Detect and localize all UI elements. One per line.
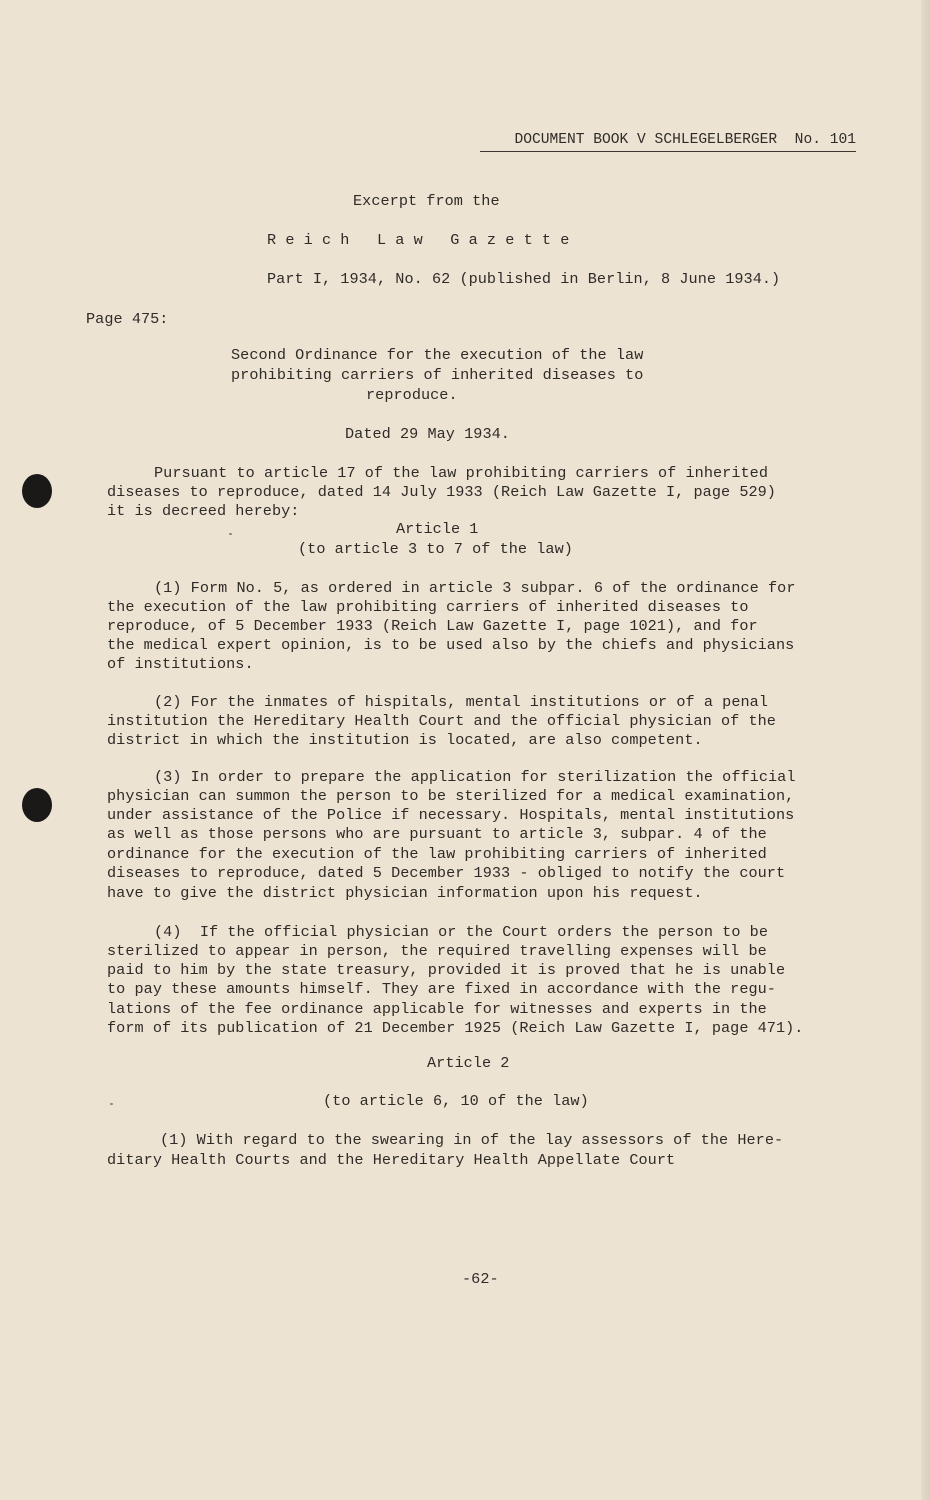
page-reference: Page 475:: [86, 310, 169, 328]
paragraph-5-line: (1) With regard to the swearing in of the lay assessors of the Here-: [160, 1131, 784, 1149]
paragraph-3-line: physician can summon the person to be sterilized for a medical examination,: [107, 787, 795, 805]
ordinance-title-line1: Second Ordinance for the execution of the law: [231, 346, 644, 364]
paragraph-5-line: ditary Health Courts and the Hereditary Health Appellate Court: [107, 1151, 676, 1169]
page-fold-shadow: [921, 0, 930, 1500]
paragraph-3-line: (3) In order to prepare the application for sterilization the official: [154, 768, 796, 786]
paragraph-2-line: institution the Hereditary Health Court and the official physician of the: [107, 712, 776, 730]
punch-hole-bottom: [22, 788, 52, 822]
paragraph-3-line: have to give the district physician information upon his request.: [107, 884, 703, 902]
paragraph-3-line: as well as those persons who are pursuant to article 3, subpar. 4 of the: [107, 825, 767, 843]
article-1-heading: Article 1: [396, 520, 479, 538]
punch-hole-top: [22, 474, 52, 508]
paragraph-4-line: form of its publication of 21 December 1925 (Reich Law Gazette I, page 471).: [107, 1019, 804, 1037]
preamble-line: diseases to reproduce, dated 14 July 1933 (Reich Law Gazette I, page 529): [107, 483, 776, 501]
paragraph-4-line: (4) If the official physician or the Court orders the person to be: [154, 923, 768, 941]
article-2-heading: Article 2: [427, 1054, 510, 1072]
article-1-subheading: (to article 3 to 7 of the law): [298, 540, 573, 558]
paragraph-4-line: paid to him by the state treasury, provided it is proved that he is unable: [107, 961, 786, 979]
paragraph-2-line: district in which the institution is located, are also competent.: [107, 731, 703, 749]
paragraph-4-line: lations of the fee ordinance applicable for witnesses and experts in the: [107, 1000, 767, 1018]
paragraph-1-line: the medical expert opinion, is to be used also by the chiefs and physicians: [107, 636, 795, 654]
paper-speck: [229, 533, 232, 535]
paragraph-3-line: diseases to reproduce, dated 5 December 1933 - obliged to notify the court: [107, 864, 786, 882]
paragraph-1-line: the execution of the law prohibiting carriers of inherited diseases to: [107, 598, 749, 616]
preamble-line: Pursuant to article 17 of the law prohibiting carriers of inherited: [154, 464, 768, 482]
ordinance-date: Dated 29 May 1934.: [345, 425, 510, 443]
preamble-line: it is decreed hereby:: [107, 502, 300, 520]
paragraph-3-line: ordinance for the execution of the law prohibiting carriers of inherited: [107, 845, 767, 863]
ordinance-title-line2: prohibiting carriers of inherited diseases to: [231, 366, 644, 384]
excerpt-line: Excerpt from the: [353, 192, 500, 210]
paragraph-2-line: (2) For the inmates of hispitals, mental institutions or of a penal: [154, 693, 768, 711]
article-2-subheading: (to article 6, 10 of the law): [323, 1092, 589, 1110]
paragraph-1-line: reproduce, of 5 December 1933 (Reich Law Gazette I, page 1021), and for: [107, 617, 758, 635]
document-book-reference: DOCUMENT BOOK V SCHLEGELBERGER No. 101: [480, 131, 856, 152]
paragraph-4-line: sterilized to appear in person, the required travelling expenses will be: [107, 942, 767, 960]
gazette-title: R e i c h L a w G a z e t t e: [267, 231, 570, 249]
paragraph-1-line: of institutions.: [107, 655, 254, 673]
page-number: -62-: [462, 1270, 499, 1288]
paragraph-1-line: (1) Form No. 5, as ordered in article 3 subpar. 6 of the ordinance for: [154, 579, 796, 597]
ordinance-title-line3: reproduce.: [366, 386, 458, 404]
paragraph-3-line: under assistance of the Police if necessary. Hospitals, mental institutions: [107, 806, 795, 824]
gazette-part-line: Part I, 1934, No. 62 (published in Berlin, 8 June 1934.): [267, 270, 781, 288]
paragraph-4-line: to pay these amounts himself. They are fixed in accordance with the regu-: [107, 980, 776, 998]
paper-speck: [110, 1103, 113, 1105]
